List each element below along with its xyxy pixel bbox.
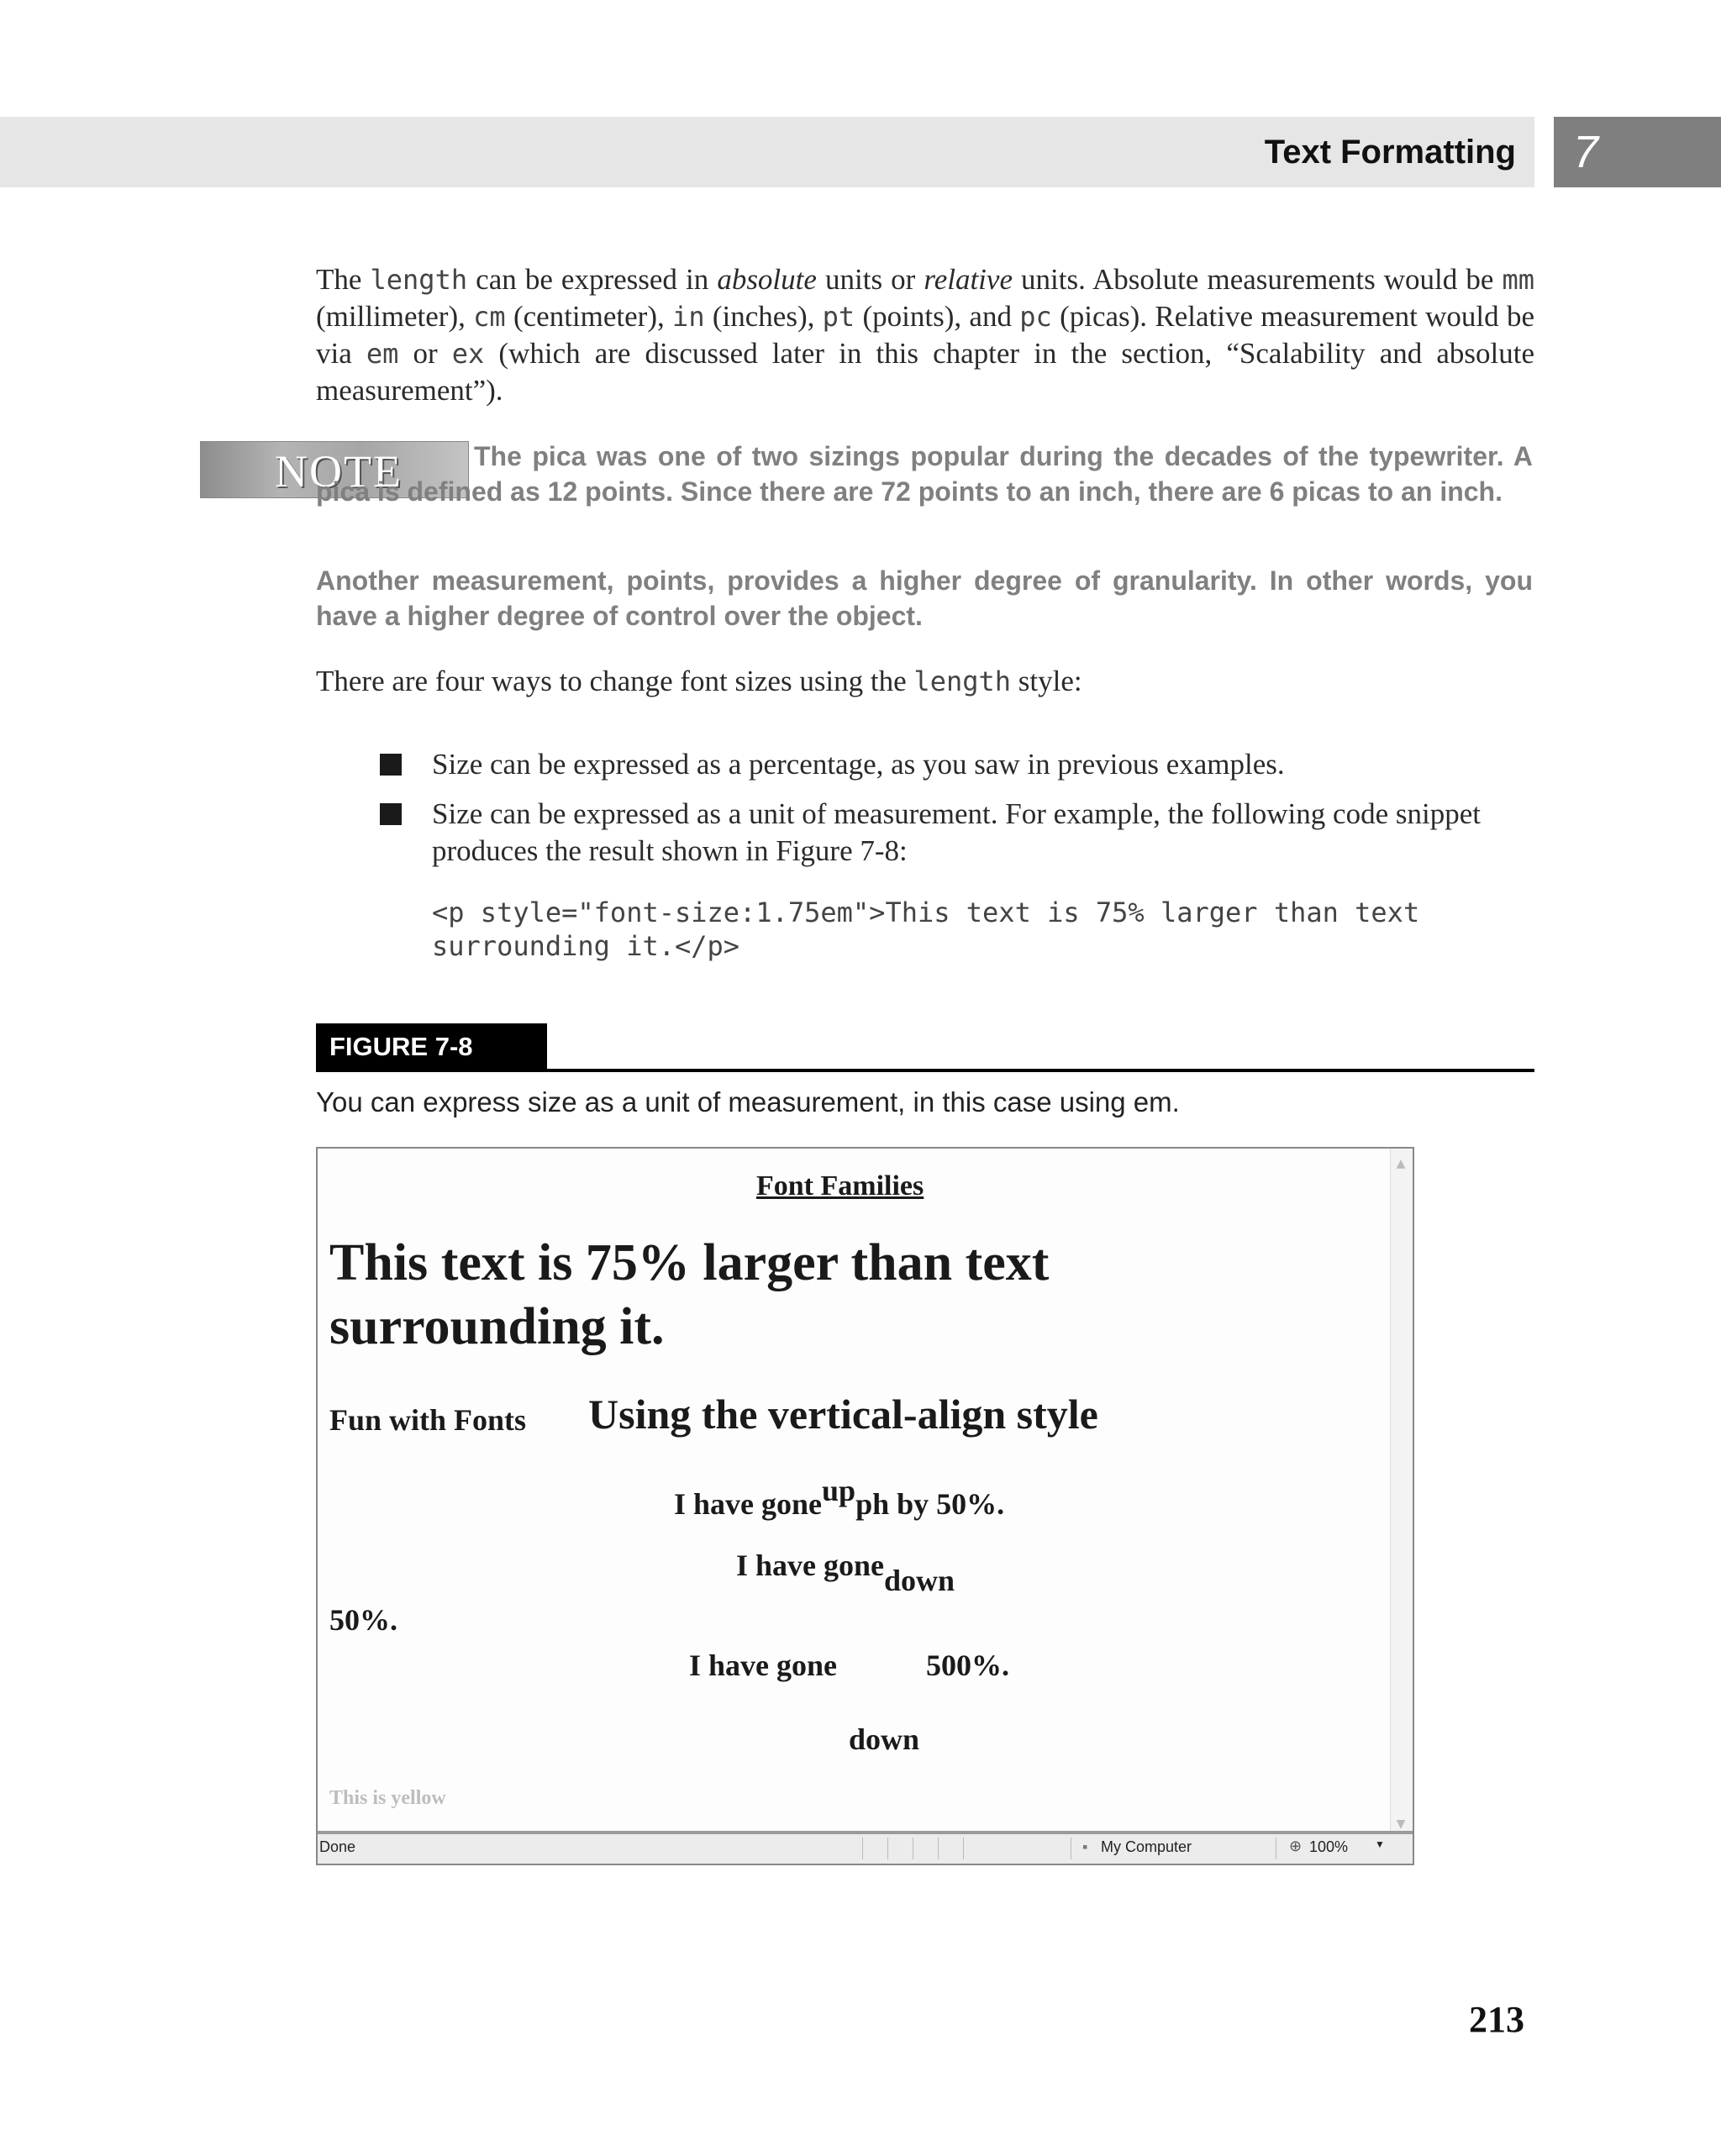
vertical-scrollbar[interactable] xyxy=(1390,1149,1413,1836)
bullet-icon xyxy=(380,754,402,776)
figure-rule xyxy=(316,1069,1534,1072)
screenshot-heading: Font Families xyxy=(756,1170,924,1202)
bullet-item: Size can be expressed as a unit of measurement. For example, the following code snippet produces the result shown in Figure 7-8: xyxy=(432,797,1481,867)
page-number: 213 xyxy=(1469,1999,1524,2040)
bullet-icon xyxy=(380,803,402,825)
figure-label-text: FIGURE 7-8 xyxy=(329,1032,473,1061)
gone-down-line: I have gonedown xyxy=(736,1549,955,1597)
fifty-percent: 50%. xyxy=(329,1603,397,1637)
chapter-number: 7 xyxy=(1573,127,1599,177)
status-separator xyxy=(938,1838,939,1859)
status-separator xyxy=(963,1838,964,1859)
code-line: surrounding it.</p> xyxy=(432,930,740,962)
gone-line: I have gone xyxy=(689,1649,838,1682)
status-separator xyxy=(862,1838,863,1859)
status-bar xyxy=(318,1831,1413,1864)
status-zone: My Computer xyxy=(1101,1838,1192,1855)
note-text: The pica was one of two sizings popular during the decades of the typewriter. A pica is defined as 12 points. Since there are 72 points to an inch, there are 6 picas to an inch. xyxy=(316,441,1533,507)
gone-up-line: I have goneupph by 50%. xyxy=(674,1474,1005,1521)
scroll-down-icon[interactable]: ▼ xyxy=(1396,1817,1406,1831)
intro-paragraph: The length can be expressed in absolute units or relative units. Absolute measurements would be mm (millimeter), cm (centimeter), in (inches), pt (points), and pc (picas). Relative measurement would be via em or ex (which are discussed later in this chapter in the section, “Scalability and absolute measurement”). xyxy=(316,263,1534,407)
chevron-down-icon[interactable]: ▼ xyxy=(1375,1838,1385,1850)
status-done: Done xyxy=(319,1838,356,1855)
yellow-text: This is yellow xyxy=(329,1787,446,1809)
large-text-line-1: This text is 75% larger than text xyxy=(329,1234,1050,1291)
code-line: <p style="font-size:1.75em">This text is 75% larger than text xyxy=(432,897,1420,928)
figure-label xyxy=(316,1023,547,1070)
ways-paragraph: There are four ways to change font sizes using the length style: xyxy=(316,665,1082,697)
running-header-title: Text Formatting xyxy=(1264,134,1516,171)
note-badge-label: NOTE xyxy=(275,446,403,497)
scroll-up-icon[interactable]: ▲ xyxy=(1396,1157,1406,1170)
gray-paragraph: Another measurement, points, provides a higher degree of granularity. In other words, you have a higher degree of control over the object. xyxy=(316,565,1533,631)
status-zoom[interactable]: 100% xyxy=(1309,1838,1349,1855)
large-text-line-2: surrounding it. xyxy=(329,1298,665,1355)
zoom-icon[interactable]: ⊕ xyxy=(1289,1838,1303,1854)
bullet-item: Size can be expressed as a percentage, as you saw in previous examples. xyxy=(432,748,1285,781)
status-separator xyxy=(887,1838,888,1859)
figure-caption: You can express size as a unit of measurement, in this case using em. xyxy=(316,1086,1180,1117)
five-hundred-percent: 500%. xyxy=(926,1649,1009,1682)
fun-with-fonts: Fun with Fonts xyxy=(329,1403,527,1437)
browser-screenshot xyxy=(316,1147,1414,1865)
down-text: down xyxy=(849,1722,920,1756)
vertical-align-heading: Using the vertical-align style xyxy=(588,1391,1098,1438)
computer-icon: ▪ xyxy=(1082,1838,1088,1855)
code-snippet xyxy=(432,896,1541,963)
